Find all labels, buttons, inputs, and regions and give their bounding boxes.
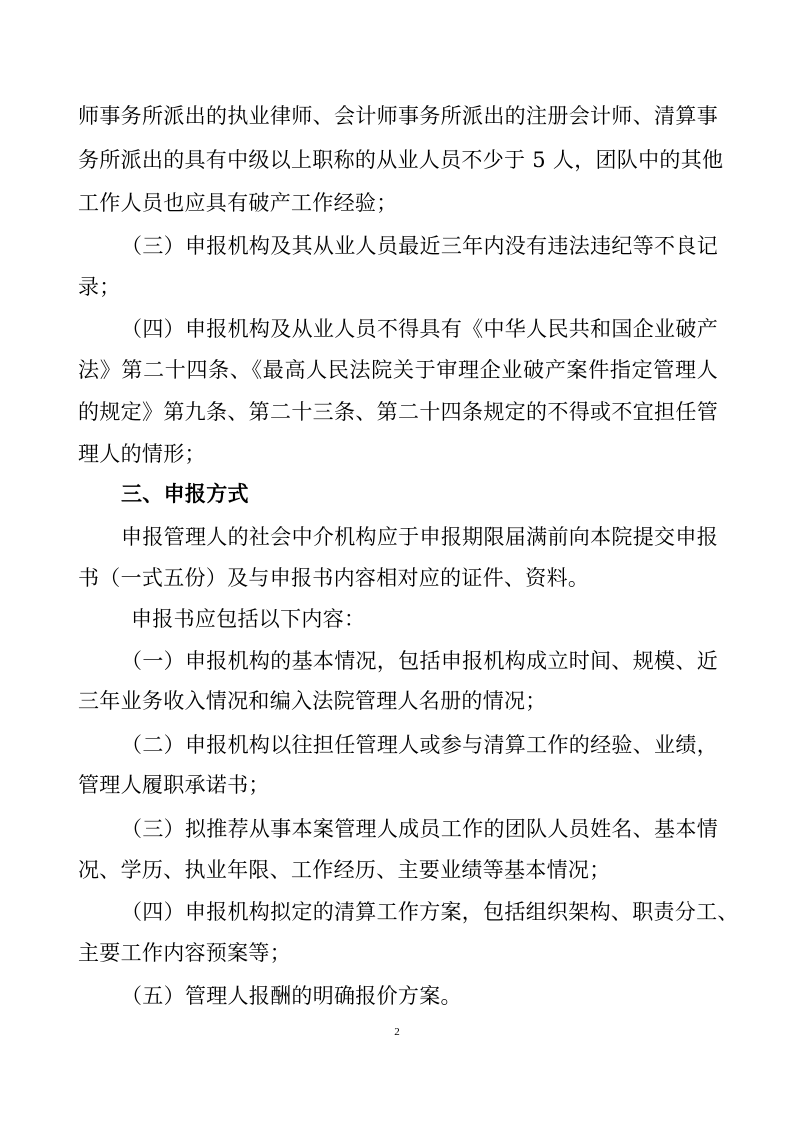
paragraph-line: 理人的情形； — [78, 442, 206, 466]
section-heading: 三、申报方式 — [121, 482, 249, 506]
paragraph-line: 主要工作内容预案等； — [78, 941, 291, 965]
paragraph-line: 法》第二十四条、《最高人民法院关于审理企业破产案件指定管理人 — [78, 358, 718, 382]
paragraph-line: 师事务所派出的执业律师、会计师事务所派出的注册会计师、清算事 — [78, 104, 718, 128]
paragraph-line: 录； — [78, 275, 121, 299]
paragraph-line: （一）申报机构的基本情况，包括申报机构成立时间、规模、近 — [121, 649, 718, 673]
page-number: 2 — [394, 1026, 400, 1038]
paragraph-line: 况、学历、执业年限、工作经历、主要业绩等基本情况； — [78, 858, 611, 882]
paragraph-line: 三年业务收入情况和编入法院管理人名册的情况； — [78, 689, 547, 713]
paragraph-line: 管理人履职承诺书； — [78, 773, 270, 797]
paragraph-line: 务所派出的具有中级以上职称的从业人员不少于 5 人，团队中的其他 — [78, 148, 724, 172]
paragraph-line: （四）申报机构拟定的清算工作方案，包括组织架构、职责分工、 — [121, 900, 739, 924]
paragraph-line: （三）申报机构及其从业人员最近三年内没有违法违纪等不良记 — [121, 234, 718, 258]
paragraph-line: 的规定》第九条、第二十三条、第二十四条规定的不得或不宜担任管 — [78, 400, 718, 424]
paragraph-line: （三）拟推荐从事本案管理人成员工作的团队人员姓名、基本情 — [121, 817, 718, 841]
paragraph-line: 申报管理人的社会中介机构应于申报期限届满前向本院提交申报 — [121, 525, 718, 549]
paragraph-line: 书（一式五份）及与申报书内容相对应的证件、资料。 — [78, 566, 590, 590]
paragraph-line: 申报书应包括以下内容： — [131, 607, 366, 631]
paragraph-line: （四）申报机构及从业人员不得具有《中华人民共和国企业破产 — [121, 317, 718, 341]
paragraph-line: 工作人员也应具有破产工作经验； — [78, 191, 398, 215]
paragraph-line: （二）申报机构以往担任管理人或参与清算工作的经验、业绩， — [121, 733, 718, 757]
paragraph-line: （五）管理人报酬的明确报价方案。 — [121, 984, 462, 1008]
